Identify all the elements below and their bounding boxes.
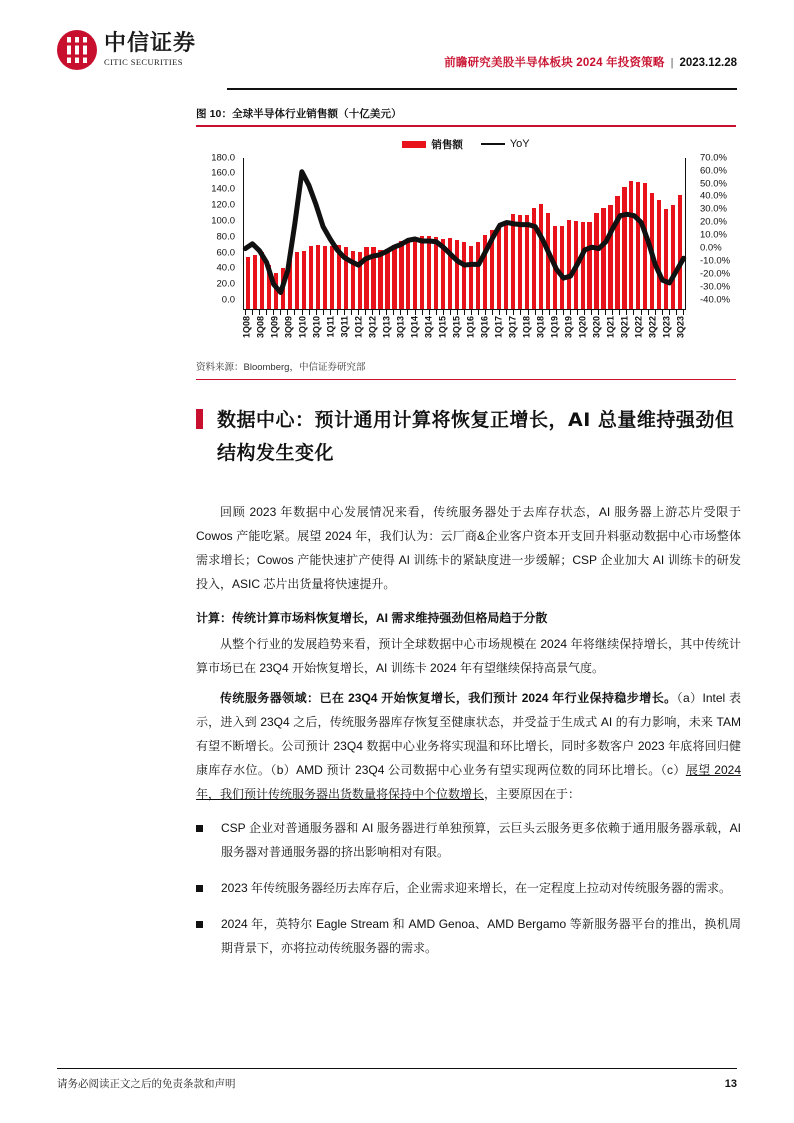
x-axis-tick-label: 1Q16 bbox=[465, 315, 476, 338]
y-axis-right-tick: 40.0% bbox=[700, 190, 727, 202]
figure-caption: 图 10：全球半导体行业销售额（十亿美元） bbox=[196, 108, 402, 120]
x-axis-tick bbox=[633, 310, 634, 315]
x-axis-tick bbox=[372, 310, 373, 315]
legend-line-swatch-icon bbox=[481, 143, 505, 146]
x-axis-tick-label: 1Q21 bbox=[605, 315, 616, 338]
x-axis-label-slot bbox=[493, 315, 504, 354]
y-axis-right-tick: 0.0% bbox=[700, 242, 722, 254]
x-axis-tick bbox=[422, 310, 423, 315]
x-axis-label-slot bbox=[325, 315, 336, 354]
x-axis-tick bbox=[478, 310, 479, 315]
y-axis-left bbox=[198, 151, 240, 310]
x-axis-tick bbox=[528, 310, 529, 315]
y-axis-right-tick: 20.0% bbox=[700, 216, 727, 228]
x-axis-tick bbox=[549, 310, 550, 315]
x-axis-label-slot bbox=[465, 315, 476, 354]
x-axis-tick-label: 1Q19 bbox=[549, 315, 560, 338]
x-axis-tick-label: 1Q11 bbox=[325, 315, 336, 338]
x-axis-tick bbox=[259, 310, 260, 315]
x-axis-tick bbox=[273, 310, 274, 315]
x-axis-tick-label: 1Q15 bbox=[437, 315, 448, 338]
y-axis-right-tick: -40.0% bbox=[700, 294, 731, 306]
y-axis-left-tick: 100.0 bbox=[211, 215, 235, 227]
x-axis-tick-label: 3Q12 bbox=[367, 315, 378, 338]
x-axis-tick bbox=[542, 310, 543, 315]
line-series-yoy bbox=[244, 158, 685, 309]
x-axis-tick-label: 3Q14 bbox=[423, 315, 434, 338]
x-axis-tick bbox=[563, 310, 564, 315]
x-axis-tick-label: 1Q10 bbox=[297, 315, 308, 338]
section-heading-text: 数据中心：预计通用计算将恢复正增长，AI 总量维持强劲但结构发生变化 bbox=[217, 409, 735, 465]
header-title-group bbox=[444, 54, 737, 70]
x-axis-tick bbox=[393, 310, 394, 315]
x-axis-tick bbox=[464, 310, 465, 315]
y-axis-left-tick: 180.0 bbox=[211, 151, 235, 163]
y-axis-left-tick: 140.0 bbox=[211, 183, 235, 195]
y-axis-right-tick: 70.0% bbox=[700, 151, 727, 163]
x-axis-tick bbox=[605, 310, 606, 315]
x-axis-tick bbox=[386, 310, 387, 315]
x-axis-tick-label: 1Q08 bbox=[241, 315, 252, 338]
x-axis-tick-label: 3Q22 bbox=[647, 315, 658, 338]
x-axis-tick bbox=[499, 310, 500, 315]
header-separator: | bbox=[670, 57, 674, 69]
x-axis-tick bbox=[337, 310, 338, 315]
heading-accent-bar bbox=[196, 409, 203, 429]
y-axis-right-tick: 60.0% bbox=[700, 164, 727, 176]
x-axis-tick-label: 3Q10 bbox=[311, 315, 322, 338]
x-axis-tick-label: 3Q15 bbox=[451, 315, 462, 338]
y-axis-left-tick: 40.0 bbox=[216, 262, 235, 274]
x-axis-tick bbox=[591, 310, 592, 315]
logo-company-name-en: CITIC SECURITIES bbox=[104, 57, 183, 68]
x-axis-tick bbox=[379, 310, 380, 315]
x-axis-label-slot bbox=[367, 315, 378, 354]
y-axis-right-tick: 50.0% bbox=[700, 177, 727, 189]
section-heading bbox=[196, 404, 741, 471]
y-axis-right-tick: 30.0% bbox=[700, 203, 727, 215]
x-axis-tick bbox=[415, 310, 416, 315]
x-axis-tick bbox=[492, 310, 493, 315]
x-axis-tick bbox=[309, 310, 310, 315]
x-axis-label-slot bbox=[605, 315, 616, 354]
x-axis-label-slot bbox=[591, 315, 602, 354]
x-axis-label-slot bbox=[381, 315, 392, 354]
x-axis-label-slot bbox=[395, 315, 406, 354]
x-axis-tick bbox=[245, 310, 246, 315]
paragraph-2: 从整个行业的发展趋势来看，预计全球数据中心市场规模在 2024 年将继续保持增长，其中传统计算市场已在 23Q4 开始恢复增长，AI 训练卡 2024 年有望继续保持高景气度。 bbox=[196, 637, 741, 675]
x-axis-tick bbox=[280, 310, 281, 315]
x-axis-tick bbox=[520, 310, 521, 315]
x-axis-tick bbox=[252, 310, 253, 315]
x-axis-label-slot bbox=[479, 315, 490, 354]
x-axis-tick bbox=[429, 310, 430, 315]
x-axis-label-slot bbox=[619, 315, 630, 354]
x-axis-label-slot bbox=[339, 315, 350, 354]
x-axis-tick bbox=[662, 310, 663, 315]
x-axis-ticks bbox=[243, 310, 686, 315]
x-axis-tick-label: 1Q22 bbox=[633, 315, 644, 338]
x-axis-tick-label: 3Q11 bbox=[339, 315, 350, 338]
x-axis-label-slot bbox=[549, 315, 560, 354]
list-item bbox=[196, 912, 741, 960]
y-axis-left-tick: 160.0 bbox=[211, 167, 235, 179]
citic-logo bbox=[57, 30, 196, 70]
logo-company-name-cn: 中信证券 bbox=[104, 31, 197, 57]
x-axis-tick bbox=[330, 310, 331, 315]
footer-disclaimer: 请务必阅读正文之后的免责条款和声明 bbox=[57, 1078, 236, 1090]
bullet-list bbox=[196, 816, 741, 960]
x-axis-tick-label: 1Q18 bbox=[521, 315, 532, 338]
list-item bbox=[196, 876, 741, 900]
x-axis-tick bbox=[648, 310, 649, 315]
x-axis-label-slot bbox=[451, 315, 462, 354]
page-header bbox=[57, 28, 737, 90]
x-axis-tick-label: 3Q19 bbox=[563, 315, 574, 338]
x-axis-label-slot bbox=[535, 315, 546, 354]
x-axis-label-slot bbox=[437, 315, 448, 354]
x-axis-tick bbox=[676, 310, 677, 315]
x-axis-label-slot bbox=[423, 315, 434, 354]
paragraph-3-tail: ，主要原因在于： bbox=[484, 787, 581, 801]
y-axis-left-tick: 0.0 bbox=[221, 294, 235, 306]
x-axis-tick-label: 1Q20 bbox=[577, 315, 588, 338]
x-axis-tick bbox=[294, 310, 295, 315]
x-axis-label-slot bbox=[311, 315, 322, 354]
legend-label-yoy: YoY bbox=[509, 138, 530, 151]
x-axis-tick bbox=[443, 310, 444, 315]
x-axis-label-slot bbox=[241, 315, 252, 354]
paragraph-3-body: （a）Intel 表示，进入到 23Q4 之后，传统服务器库存恢复至健康状态，并受益于生成式 AI 的有力影响，未来 TAM 有望不断增长。公司预计 23Q4 数据中心业务将实现温和环比增长，同时多数客户 2023 年底将回归健康库存水位。（b）AMD 预计 23Q4 公司数据中心业务有望实现两位数的同环比增长。（c） bbox=[196, 691, 741, 777]
x-axis-tick-label: 3Q08 bbox=[255, 315, 266, 338]
x-axis-label-slot bbox=[507, 315, 518, 354]
x-axis-tick-label: 1Q13 bbox=[381, 315, 392, 338]
x-axis-tick bbox=[344, 310, 345, 315]
chart-plot-region bbox=[243, 158, 686, 310]
x-axis-tick bbox=[570, 310, 571, 315]
x-axis-tick bbox=[436, 310, 437, 315]
x-axis-tick bbox=[400, 310, 401, 315]
bullet-marker-icon bbox=[196, 921, 203, 928]
x-axis-tick bbox=[287, 310, 288, 315]
x-axis-tick bbox=[612, 310, 613, 315]
x-axis-tick-label: 1Q17 bbox=[493, 315, 504, 338]
bullet-marker-icon bbox=[196, 825, 203, 832]
x-axis-tick bbox=[641, 310, 642, 315]
x-axis-label-slot bbox=[297, 315, 308, 354]
x-axis-tick bbox=[457, 310, 458, 315]
y-axis-left-tick: 20.0 bbox=[216, 278, 235, 290]
x-axis-label-slot bbox=[409, 315, 420, 354]
x-axis-tick bbox=[556, 310, 557, 315]
report-date: 2023.12.28 bbox=[679, 57, 737, 69]
x-axis-tick bbox=[584, 310, 585, 315]
x-axis-label-slot bbox=[283, 315, 294, 354]
x-axis-tick-label: 3Q13 bbox=[395, 315, 406, 338]
page-footer bbox=[57, 1068, 737, 1091]
y-axis-right-tick: -30.0% bbox=[700, 281, 731, 293]
paragraph-3-underlined: 展望 2024 年，我们预计传统服务器出货数量将保持中个位数增长 bbox=[196, 763, 742, 801]
x-axis-label-slot bbox=[647, 315, 658, 354]
x-axis-label-slot bbox=[675, 315, 686, 354]
x-axis-tick-label: 1Q23 bbox=[661, 315, 672, 338]
paragraph-1: 回顾 2023 年数据中心发展情况来看，传统服务器处于去库存状态，AI 服务器上游芯片受限于 Cowos 产能吃紧。展望 2024 年，我们认为：云厂商&企业客户资本开支回升料驱动数据中心市场整体需求增长；Cowos 产能快速扩产使得 AI 训练卡的紧缺度进一步缓解；CSP 企业加大 AI 训练卡的研发投入，ASIC 芯片出货量将快速提升。 bbox=[196, 505, 741, 591]
figure-body bbox=[196, 127, 736, 380]
x-axis-tick bbox=[302, 310, 303, 315]
citic-logo-icon bbox=[57, 30, 97, 70]
x-axis-tick bbox=[407, 310, 408, 315]
x-axis-tick bbox=[655, 310, 656, 315]
x-axis-tick-label: 3Q23 bbox=[675, 315, 686, 338]
x-axis-label-slot bbox=[661, 315, 672, 354]
x-axis-tick-label: 3Q16 bbox=[479, 315, 490, 338]
x-axis-tick-label: 3Q18 bbox=[535, 315, 546, 338]
x-axis-tick bbox=[683, 310, 684, 315]
page-number: 13 bbox=[724, 1078, 737, 1090]
header-divider bbox=[227, 88, 737, 90]
figure-10-block bbox=[196, 106, 736, 380]
figure-source: 资料来源：Bloomberg，中信证券研究部 bbox=[196, 361, 366, 373]
x-axis-label-slot bbox=[633, 315, 644, 354]
x-axis-tick bbox=[513, 310, 514, 315]
x-axis-tick bbox=[351, 310, 352, 315]
x-axis-tick-label: 1Q09 bbox=[269, 315, 280, 338]
x-axis-tick-label: 3Q09 bbox=[283, 315, 294, 338]
x-axis-tick bbox=[485, 310, 486, 315]
article-content bbox=[196, 500, 741, 972]
list-item bbox=[196, 816, 741, 864]
y-axis-right-tick: -10.0% bbox=[700, 255, 731, 267]
y-axis-left-tick: 80.0 bbox=[216, 230, 235, 242]
x-axis-tick bbox=[619, 310, 620, 315]
x-axis-label-slot bbox=[269, 315, 280, 354]
bullet-marker-icon bbox=[196, 885, 203, 892]
y-axis-right-tick: 10.0% bbox=[700, 229, 727, 241]
x-axis-tick-label: 3Q21 bbox=[619, 315, 630, 338]
x-axis-tick-label: 3Q20 bbox=[591, 315, 602, 338]
x-axis-tick bbox=[535, 310, 536, 315]
footer-divider bbox=[57, 1068, 737, 1069]
list-item-text: 2023 年传统服务器经历去库存后，企业需求迎来增长，在一定程度上拉动对传统服务器的需求。 bbox=[221, 881, 732, 895]
x-axis-tick-label: 1Q12 bbox=[353, 315, 364, 338]
x-axis-tick bbox=[358, 310, 359, 315]
chart-legend bbox=[196, 137, 736, 152]
y-axis-right bbox=[692, 151, 734, 310]
x-axis-tick bbox=[577, 310, 578, 315]
x-axis-label-slot bbox=[577, 315, 588, 354]
x-axis-tick bbox=[626, 310, 627, 315]
legend-item-yoy bbox=[481, 138, 530, 150]
x-axis-tick-label: 3Q17 bbox=[507, 315, 518, 338]
x-axis-label-slot bbox=[521, 315, 532, 354]
y-axis-right-tick: -20.0% bbox=[700, 268, 731, 280]
x-axis-tick-label: 1Q14 bbox=[409, 315, 420, 338]
x-axis-tick bbox=[316, 310, 317, 315]
x-axis-labels bbox=[243, 316, 686, 354]
list-item-text: CSP 企业对普通服务器和 AI 服务器进行单独预算，云巨头云服务更多依赖于通用服务器承载，AI 服务器对普通服务器的挤出影响相对有限。 bbox=[221, 821, 741, 859]
y-axis-left-tick: 120.0 bbox=[211, 199, 235, 211]
x-axis-label-slot bbox=[255, 315, 266, 354]
report-title: 前瞻研究美股半导体板块 2024 年投资策略 bbox=[444, 57, 665, 69]
chart-area bbox=[198, 151, 734, 354]
paragraph-3 bbox=[196, 686, 741, 806]
x-axis-tick bbox=[669, 310, 670, 315]
x-axis-tick bbox=[471, 310, 472, 315]
paragraph-3-lead: 传统服务器领域：已在 23Q4 开始恢复增长，我们预计 2024 年行业保持稳步增长。 bbox=[220, 691, 677, 705]
subheading-compute: 计算：传统计算市场料恢复增长，AI 需求维持强劲但格局趋于分散 bbox=[196, 611, 548, 625]
x-axis-tick bbox=[598, 310, 599, 315]
legend-label-sales: 销售额 bbox=[431, 138, 463, 151]
x-axis-label-slot bbox=[563, 315, 574, 354]
legend-bar-swatch-icon bbox=[402, 141, 426, 148]
list-item-text: 2024 年，英特尔 Eagle Stream 和 AMD Genoa、AMD Bergamo 等新服务器平台的推出，换机周期背景下，亦将拉动传统服务器的需求。 bbox=[221, 917, 741, 955]
legend-item-sales bbox=[402, 137, 463, 152]
y-axis-left-tick: 60.0 bbox=[216, 246, 235, 258]
x-axis-tick bbox=[450, 310, 451, 315]
x-axis-tick bbox=[266, 310, 267, 315]
x-axis-tick bbox=[365, 310, 366, 315]
x-axis-tick bbox=[323, 310, 324, 315]
x-axis-tick bbox=[506, 310, 507, 315]
x-axis-label-slot bbox=[353, 315, 364, 354]
